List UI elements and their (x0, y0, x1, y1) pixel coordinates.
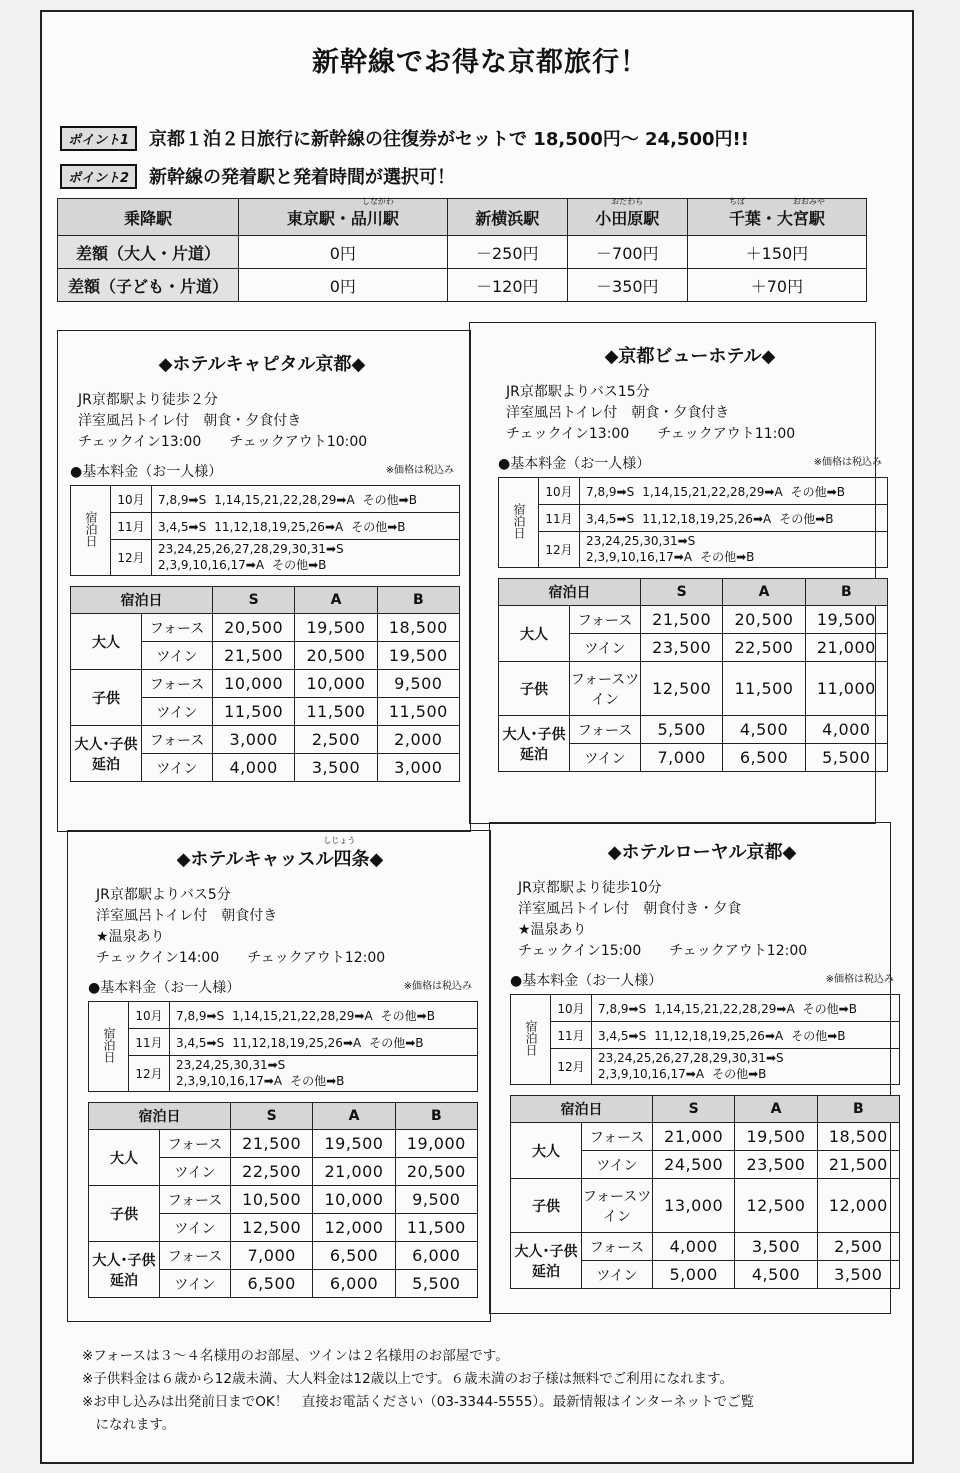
calendar-dates: 7,8,9➡S 1,14,15,21,22,28,29➡A その他➡B (152, 486, 460, 513)
price-cell: 11,000 (805, 662, 887, 716)
calendar-vertical-label: 宿泊日 (499, 478, 539, 568)
hotel-info-line: JR京都駅より徒歩２分 (78, 392, 218, 408)
hotel-info-line: チェックイン13:00 チェックアウト11:00 (506, 426, 796, 442)
calendar-month: 11月 (551, 1022, 592, 1049)
point-2-tag: ポイント2 (60, 164, 137, 189)
rate-title: ●基本料金（お一人様） (498, 456, 651, 472)
price-group-label: 子供 (89, 1186, 160, 1242)
price-cell: 7,000 (641, 744, 723, 772)
stay-date-calendar (498, 477, 888, 568)
calendar-row (89, 1056, 478, 1092)
calendar-row (89, 1029, 478, 1056)
price-cell: 21,500 (817, 1151, 899, 1179)
station-odawara-label: 小田原駅 おだわら (595, 196, 660, 228)
price-cell: 19,500 (295, 614, 377, 642)
rate-header (70, 461, 454, 481)
price-header-s: S (213, 587, 295, 614)
calendar-row (71, 486, 460, 513)
price-room-type: ツイン (142, 698, 213, 726)
price-cell: 11,500 (395, 1214, 477, 1242)
hotel-info-line: JR京都駅より徒歩10分 (518, 880, 662, 896)
price-cell: 21,500 (641, 606, 723, 634)
price-table (498, 578, 888, 772)
price-cell: 5,500 (395, 1270, 477, 1298)
rate-title: ●基本料金（お一人様） (510, 973, 663, 989)
price-cell: 12,500 (735, 1179, 817, 1233)
price-cell: 6,000 (395, 1242, 477, 1270)
price-group-label: 大人･子供延泊 (511, 1233, 582, 1289)
price-cell: 20,500 (295, 642, 377, 670)
hotel-info-line: 洋室風呂トイレ付 朝食・夕食付き (78, 413, 302, 429)
calendar-dates: 23,24,25,30,31➡S 2,3,9,10,16,17➡A その他➡B (580, 532, 888, 568)
hotel-panel (502, 838, 902, 1289)
price-row (511, 1123, 900, 1151)
calendar-dates: 7,8,9➡S 1,14,15,21,22,28,29➡A その他➡B (592, 995, 900, 1022)
price-cell: 20,500 (213, 614, 295, 642)
calendar-dates: 3,4,5➡S 11,12,18,19,25,26➡A その他➡B (152, 513, 460, 540)
price-cell: 11,500 (213, 698, 295, 726)
price-cell: 6,500 (723, 744, 805, 772)
footnote: ※お申し込みは出発前日までOK！ 直接お電話ください（03-3344-5555）。最新情報はインターネットでご覧 (82, 1394, 754, 1410)
calendar-row (511, 995, 900, 1022)
hotel-name: ◆ホテルキャッスル四条◆ しじょう (176, 836, 384, 870)
station-header-label: 乗降駅 (58, 199, 239, 236)
footnote: ※フォースは３～４名様用のお部屋、ツインは２名様用のお部屋です。 (82, 1348, 509, 1364)
price-cell: 11,500 (295, 698, 377, 726)
price-cell: 3,000 (377, 754, 459, 782)
footnotes (82, 1345, 902, 1437)
price-cell: 9,500 (377, 670, 459, 698)
station-header-odawara (567, 196, 687, 236)
price-room-type: ツイン (570, 634, 641, 662)
calendar-row (71, 540, 460, 576)
calendar-dates: 23,24,25,26,27,28,29,30,31➡S 2,3,9,10,16,17➡A その他➡B (152, 540, 460, 576)
hotel-name: ◆ホテルローヤル京都◆ (607, 842, 797, 863)
price-cell: 10,000 (313, 1186, 395, 1214)
price-header-row (499, 579, 888, 606)
price-room-type: ツイン (570, 744, 641, 772)
price-cell: 4,500 (735, 1261, 817, 1289)
price-cell: 4,500 (723, 716, 805, 744)
calendar-dates: 7,8,9➡S 1,14,15,21,22,28,29➡A その他➡B (170, 1002, 478, 1029)
calendar-row (499, 505, 888, 532)
station-cell: －250円 (447, 236, 567, 269)
price-row (499, 662, 888, 716)
hotel-info-line: チェックイン13:00 チェックアウト10:00 (78, 434, 368, 450)
hotel-info (96, 885, 480, 969)
price-group-label: 大人 (89, 1130, 160, 1186)
point-1-tag: ポイント1 (60, 126, 137, 151)
price-room-type: ツイン (160, 1270, 231, 1298)
price-room-type: フォース (582, 1233, 653, 1261)
price-header-stay: 宿泊日 (89, 1103, 231, 1130)
calendar-row (89, 1002, 478, 1029)
footnote: ※子供料金は６歳から12歳未満、大人料金は12歳以上です。６歳未満のお子様は無料でご利用になれます。 (82, 1371, 734, 1387)
point-2-text: 新幹線の発着駅と発着時間が選択可！ (149, 167, 456, 188)
price-cell: 23,500 (641, 634, 723, 662)
price-cell: 2,500 (295, 726, 377, 754)
price-cell: 6,500 (313, 1242, 395, 1270)
price-header-b: B (817, 1096, 899, 1123)
calendar-row (71, 513, 460, 540)
hotel-info-line: チェックイン14:00 チェックアウト12:00 (96, 950, 386, 966)
rate-header (498, 453, 882, 473)
price-group-label: 大人･子供延泊 (71, 726, 142, 782)
price-cell: 4,000 (805, 716, 887, 744)
price-group-label: 大人 (499, 606, 570, 662)
price-room-type: ツイン (582, 1261, 653, 1289)
price-group-label: 子供 (499, 662, 570, 716)
calendar-vertical-label: 宿泊日 (511, 995, 551, 1085)
calendar-month: 11月 (539, 505, 580, 532)
station-cell: －120円 (447, 269, 567, 302)
price-cell: 21,000 (653, 1123, 735, 1151)
price-row (71, 670, 460, 698)
hotel-info (518, 878, 902, 962)
point-1-text: 京都１泊２日旅行に新幹線の往復券がセットで 18,500円～ 24,500円!! (149, 129, 749, 150)
station-tokyo-label: 東京駅・品川駅 しながわ (286, 196, 399, 228)
price-header-s: S (231, 1103, 313, 1130)
price-header-row (71, 587, 460, 614)
tax-note: ※価格は税込み (385, 465, 454, 476)
price-group-label: 子供 (71, 670, 142, 726)
point-1 (60, 125, 749, 151)
price-cell: 4,000 (213, 754, 295, 782)
hotel-info-line: ★温泉あり (96, 929, 165, 945)
calendar-row (499, 532, 888, 568)
price-room-type: フォース (160, 1242, 231, 1270)
station-row-child (58, 269, 867, 302)
stay-date-calendar (70, 485, 460, 576)
station-cell: －350円 (567, 269, 687, 302)
price-row (89, 1242, 478, 1270)
price-cell: 21,000 (313, 1158, 395, 1186)
calendar-month: 12月 (539, 532, 580, 568)
price-header-a: A (313, 1103, 395, 1130)
price-cell: 23,500 (735, 1151, 817, 1179)
price-table (510, 1095, 900, 1289)
price-cell: 3,000 (213, 726, 295, 754)
calendar-dates: 23,24,25,26,27,28,29,30,31➡S 2,3,9,10,16,17➡A その他➡B (592, 1049, 900, 1085)
price-cell: 20,500 (723, 606, 805, 634)
price-room-type: フォースツイン (582, 1179, 653, 1233)
hotel-info-line: ★温泉あり (518, 922, 587, 938)
tax-note: ※価格は税込み (825, 974, 894, 985)
tax-note: ※価格は税込み (403, 981, 472, 992)
price-cell: 19,500 (377, 642, 459, 670)
rate-header (88, 977, 472, 997)
calendar-month: 10月 (111, 486, 152, 513)
price-cell: 24,500 (653, 1151, 735, 1179)
hotel-info-line: JR京都駅よりバス5分 (96, 887, 231, 903)
price-cell: 21,500 (231, 1130, 313, 1158)
price-cell: 20,500 (395, 1158, 477, 1186)
calendar-month: 11月 (111, 513, 152, 540)
price-cell: 19,500 (735, 1123, 817, 1151)
price-cell: 18,500 (377, 614, 459, 642)
price-row (511, 1233, 900, 1261)
price-group-label: 子供 (511, 1179, 582, 1233)
station-cell: －700円 (567, 236, 687, 269)
price-group-label: 大人 (71, 614, 142, 670)
price-cell: 3,500 (817, 1261, 899, 1289)
hotel-info-line: 洋室風呂トイレ付 朝食付き・夕食 (518, 901, 742, 917)
price-room-type: フォースツイン (570, 662, 641, 716)
price-row (511, 1179, 900, 1233)
price-table (70, 586, 460, 782)
calendar-month: 12月 (129, 1056, 170, 1092)
price-header-stay: 宿泊日 (499, 579, 641, 606)
price-room-type: フォース (582, 1123, 653, 1151)
calendar-dates: 23,24,25,30,31➡S 2,3,9,10,16,17➡A その他➡B (170, 1056, 478, 1092)
price-cell: 12,500 (641, 662, 723, 716)
price-table (88, 1102, 478, 1298)
price-row (499, 716, 888, 744)
hotel-info (506, 382, 890, 445)
price-room-type: ツイン (160, 1158, 231, 1186)
price-room-type: フォース (160, 1130, 231, 1158)
station-difference-table (57, 198, 867, 302)
stay-date-calendar (510, 994, 900, 1085)
price-cell: 22,500 (723, 634, 805, 662)
price-header-a: A (735, 1096, 817, 1123)
price-header-b: B (377, 587, 459, 614)
price-header-b: B (395, 1103, 477, 1130)
calendar-month: 10月 (129, 1002, 170, 1029)
price-row (499, 606, 888, 634)
calendar-month: 10月 (551, 995, 592, 1022)
calendar-month: 12月 (111, 540, 152, 576)
price-cell: 13,000 (653, 1179, 735, 1233)
price-cell: 6,000 (313, 1270, 395, 1298)
hotel-panel (80, 836, 480, 1298)
calendar-row (499, 478, 888, 505)
price-cell: 19,500 (805, 606, 887, 634)
price-cell: 12,500 (231, 1214, 313, 1242)
price-room-type: フォース (160, 1186, 231, 1214)
calendar-month: 11月 (129, 1029, 170, 1056)
hotel-panel (490, 342, 890, 772)
price-cell: 11,500 (377, 698, 459, 726)
price-row (89, 1186, 478, 1214)
price-header-stay: 宿泊日 (71, 587, 213, 614)
footnote: になれます。 (82, 1417, 176, 1433)
price-cell: 21,500 (213, 642, 295, 670)
price-room-type: ツイン (582, 1151, 653, 1179)
price-header-s: S (641, 579, 723, 606)
price-group-label: 大人 (511, 1123, 582, 1179)
rate-title: ●基本料金（お一人様） (88, 980, 241, 996)
price-row (89, 1130, 478, 1158)
price-room-type: ツイン (142, 642, 213, 670)
price-cell: 3,500 (295, 754, 377, 782)
price-group-label: 大人･子供延泊 (499, 716, 570, 772)
hotel-info-line: チェックイン15:00 チェックアウト12:00 (518, 943, 808, 959)
price-header-s: S (653, 1096, 735, 1123)
price-cell: 21,000 (805, 634, 887, 662)
hotel-info (78, 390, 462, 453)
price-header-row (511, 1096, 900, 1123)
price-row (71, 726, 460, 754)
calendar-row (511, 1022, 900, 1049)
station-row-child-label: 差額（子ども・片道） (58, 269, 239, 302)
price-cell: 2,000 (377, 726, 459, 754)
calendar-row (511, 1049, 900, 1085)
price-cell: 5,500 (805, 744, 887, 772)
calendar-dates: 3,4,5➡S 11,12,18,19,25,26➡A その他➡B (592, 1022, 900, 1049)
hotel-panel (62, 350, 462, 782)
hotel-info-line: 洋室風呂トイレ付 朝食付き (96, 908, 278, 924)
calendar-vertical-label: 宿泊日 (89, 1002, 129, 1092)
station-cell: 0円 (239, 236, 448, 269)
price-header-a: A (723, 579, 805, 606)
station-chiba-label: 千葉・大宮駅 ちば おおみや (728, 196, 825, 228)
price-room-type: フォース (142, 614, 213, 642)
station-cell: ＋70円 (687, 269, 866, 302)
station-row-adult (58, 236, 867, 269)
price-cell: 7,000 (231, 1242, 313, 1270)
price-header-b: B (805, 579, 887, 606)
price-cell: 10,000 (213, 670, 295, 698)
price-cell: 22,500 (231, 1158, 313, 1186)
page-title: 新幹線でお得な京都旅行！ (312, 47, 648, 78)
calendar-dates: 3,4,5➡S 11,12,18,19,25,26➡A その他➡B (580, 505, 888, 532)
price-room-type: ツイン (160, 1214, 231, 1242)
price-header-a: A (295, 587, 377, 614)
price-row (71, 614, 460, 642)
calendar-dates: 7,8,9➡S 1,14,15,21,22,28,29➡A その他➡B (580, 478, 888, 505)
station-header-chiba (687, 196, 866, 236)
hotel-name: ◆ホテルキャピタル京都◆ (158, 354, 366, 375)
calendar-vertical-label: 宿泊日 (71, 486, 111, 576)
price-cell: 4,000 (653, 1233, 735, 1261)
price-room-type: フォース (142, 726, 213, 754)
price-cell: 12,000 (313, 1214, 395, 1242)
station-header-shinyokohama: 新横浜駅 (447, 199, 567, 236)
hotel-info-line: 洋室風呂トイレ付 朝食・夕食付き (506, 405, 730, 421)
price-room-type: フォース (570, 716, 641, 744)
point-2 (60, 163, 455, 189)
tax-note: ※価格は税込み (813, 457, 882, 468)
price-cell: 5,000 (653, 1261, 735, 1289)
station-header-row (58, 199, 867, 236)
calendar-month: 12月 (551, 1049, 592, 1085)
price-room-type: ツイン (142, 754, 213, 782)
price-cell: 2,500 (817, 1233, 899, 1261)
price-header-stay: 宿泊日 (511, 1096, 653, 1123)
station-row-adult-label: 差額（大人・片道） (58, 236, 239, 269)
price-cell: 12,000 (817, 1179, 899, 1233)
price-room-type: フォース (142, 670, 213, 698)
station-header-tokyo (239, 196, 448, 236)
hotel-name: ◆京都ビューホテル◆ (604, 346, 776, 367)
price-cell: 3,500 (735, 1233, 817, 1261)
price-cell: 5,500 (641, 716, 723, 744)
station-cell: ＋150円 (687, 236, 866, 269)
calendar-month: 10月 (539, 478, 580, 505)
price-cell: 10,000 (295, 670, 377, 698)
price-group-label: 大人･子供延泊 (89, 1242, 160, 1298)
price-cell: 18,500 (817, 1123, 899, 1151)
price-room-type: フォース (570, 606, 641, 634)
price-cell: 19,500 (313, 1130, 395, 1158)
price-cell: 19,000 (395, 1130, 477, 1158)
station-cell: 0円 (239, 269, 448, 302)
price-cell: 6,500 (231, 1270, 313, 1298)
stay-date-calendar (88, 1001, 478, 1092)
price-cell: 9,500 (395, 1186, 477, 1214)
price-header-row (89, 1103, 478, 1130)
price-cell: 10,500 (231, 1186, 313, 1214)
rate-title: ●基本料金（お一人様） (70, 464, 223, 480)
price-cell: 11,500 (723, 662, 805, 716)
calendar-dates: 3,4,5➡S 11,12,18,19,25,26➡A その他➡B (170, 1029, 478, 1056)
rate-header (510, 970, 894, 990)
hotel-info-line: JR京都駅よりバス15分 (506, 384, 650, 400)
